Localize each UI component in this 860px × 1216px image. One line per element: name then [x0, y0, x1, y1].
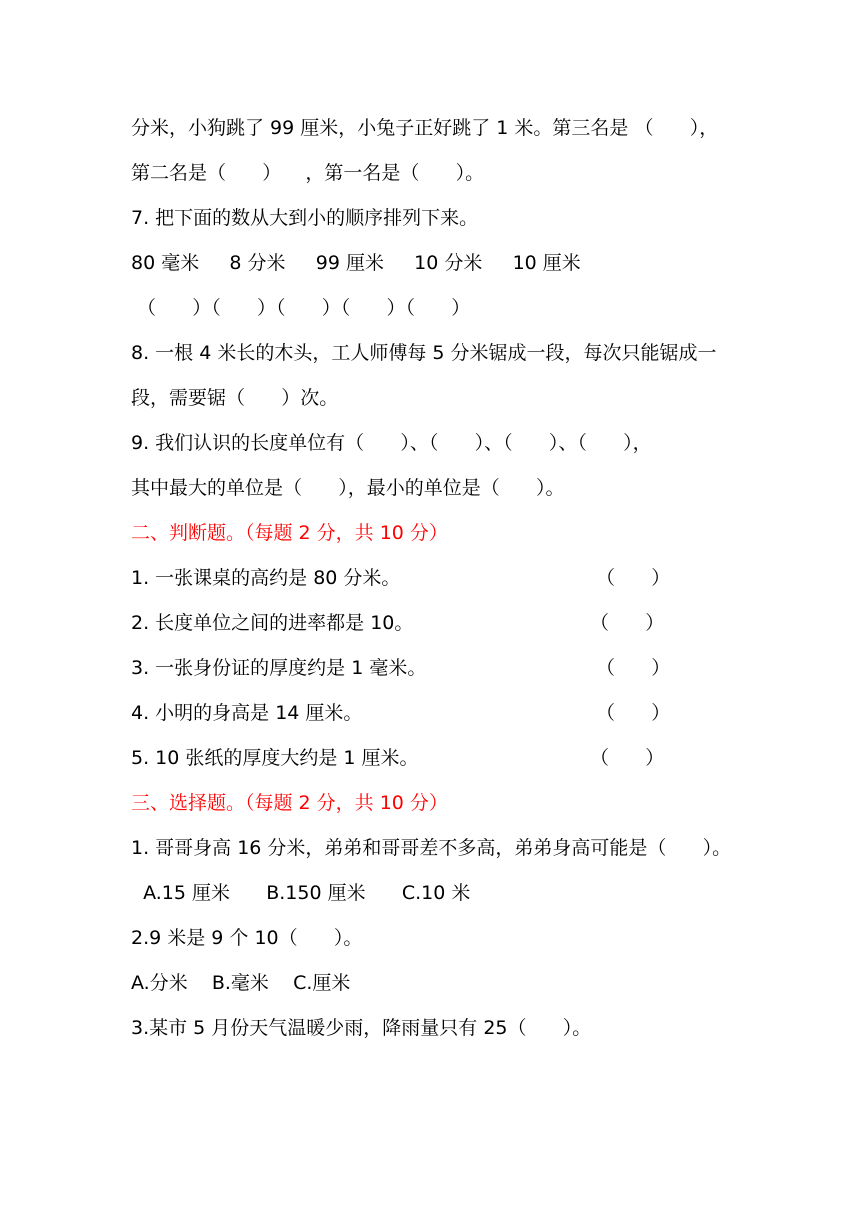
choice-question-1-options: A.15 厘米 B.150 厘米 C.10 米: [131, 882, 471, 904]
question-8-line-2: 段，需要锯（ ）次。: [131, 387, 339, 409]
judge-blank-3: （ ）: [596, 657, 671, 679]
question-7-items: 80 毫米 8 分米 99 厘米 10 分米 10 厘米: [131, 252, 581, 274]
question-6-continued-line-1: 分米，小狗跳了 99 厘米，小兔子正好跳了 1 米。第三名是 （ ），: [131, 117, 719, 139]
choice-question-3: 3.某市 5 月份天气温暖少雨，降雨量只有 25（ ）。: [131, 1017, 592, 1039]
judge-blank-1: （ ）: [596, 567, 671, 589]
section-3-heading: 三、选择题。（每题 2 分，共 10 分）: [131, 792, 448, 814]
judge-blank-2: （ ）: [590, 612, 665, 634]
judge-item-4: 4. 小明的身高是 14 厘米。: [131, 702, 363, 724]
judge-item-1: 1. 一张课桌的高约是 80 分米。: [131, 567, 401, 589]
judge-item-3: 3. 一张身份证的厚度约是 1 毫米。: [131, 657, 427, 679]
question-7: 7. 把下面的数从大到小的顺序排列下来。: [131, 207, 479, 229]
choice-question-1: 1. 哥哥身高 16 分米，弟弟和哥哥差不多高，弟弟身高可能是（ ）。: [131, 837, 732, 859]
judge-item-2: 2. 长度单位之间的进率都是 10。: [131, 612, 414, 634]
question-9-line-1: 9. 我们认识的长度单位有（ ）、（ ）、（ ）、（ ），: [131, 432, 652, 454]
judge-blank-4: （ ）: [596, 702, 671, 724]
question-8-line-1: 8. 一根 4 米长的木头，工人师傅每 5 分米锯成一段，每次只能锯成一: [131, 342, 717, 364]
question-6-continued-line-2: 第二名是（ ） ，第一名是（ ）。: [131, 162, 485, 184]
choice-question-2-options: A.分米 B.毫米 C.厘米: [131, 972, 351, 994]
judge-item-5: 5. 10 张纸的厚度大约是 1 厘米。: [131, 747, 419, 769]
question-7-blanks: （ ）（ ）（ ）（ ）（ ）: [131, 297, 471, 319]
question-9-line-2: 其中最大的单位是（ ），最小的单位是（ ）。: [131, 477, 565, 499]
judge-blank-5: （ ）: [590, 747, 665, 769]
section-2-heading: 二、判断题。（每题 2 分，共 10 分）: [131, 522, 448, 544]
choice-question-2: 2.9 米是 9 个 10（ ）。: [131, 927, 363, 949]
